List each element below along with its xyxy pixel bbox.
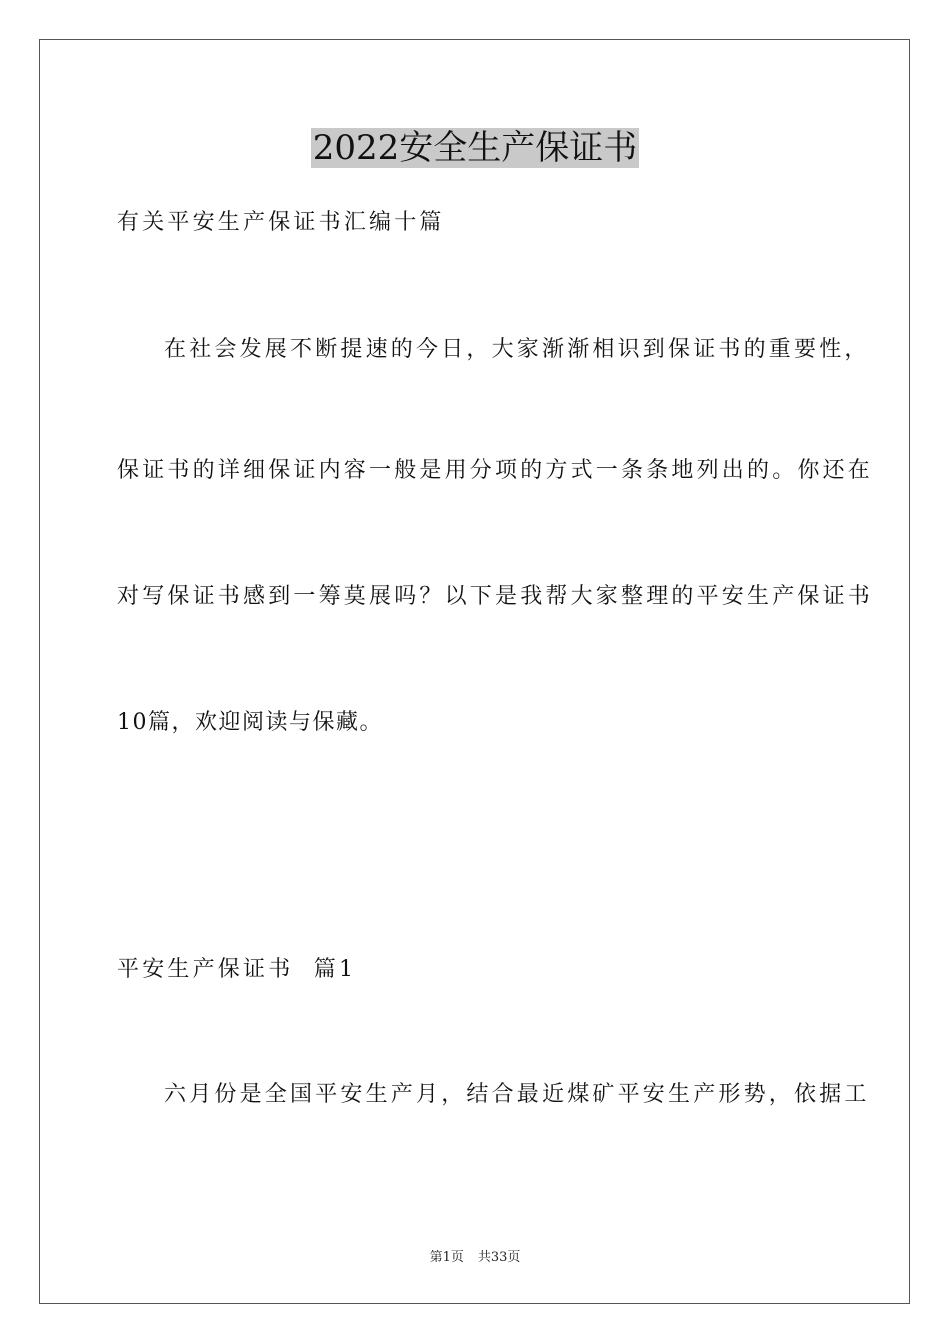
section-first-line: 六月份是全国平安生产月，结合最近煤矿平安生产形势，依据工 — [164, 1082, 870, 1107]
page-total: 共33页 — [477, 1250, 521, 1265]
document-subtitle: 有关平安生产保证书汇编十篇 — [117, 210, 445, 235]
intro-line-4: 10篇，欢迎阅读与保藏。 — [117, 710, 383, 735]
title-container — [0, 128, 950, 168]
intro-line-1: 在社会发展不断提速的今日，大家渐渐相识到保证书的重要性， — [164, 337, 870, 362]
document-title: 2022安全生产保证书 — [312, 128, 638, 168]
page-number: 第1页 — [429, 1250, 464, 1265]
section-heading: 平安生产保证书 篇1 — [117, 957, 357, 982]
intro-line-3: 对写保证书感到一筹莫展吗？以下是我帮大家整理的平安生产保证书 — [117, 584, 874, 609]
page-footer — [0, 1249, 950, 1267]
intro-line-2: 保证书的详细保证内容一般是用分项的方式一条条地列出的。你还在 — [117, 458, 874, 483]
